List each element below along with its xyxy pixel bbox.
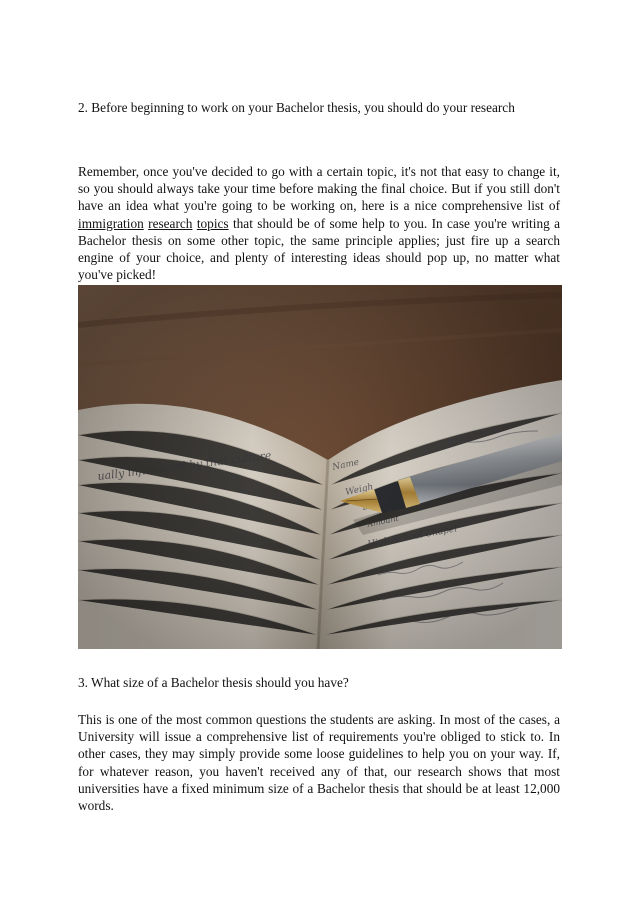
section-2-body (78, 163, 560, 283)
section-2-heading: 2. Before beginning to work on your Bachelor thesis, you should do your research (78, 100, 515, 115)
section-3-heading: 3. What size of a Bachelor thesis should you have? (78, 675, 349, 690)
topics-link[interactable]: topics (196, 215, 229, 231)
notebook-pen-photo (78, 285, 562, 649)
section-2-body-text: Remember, once you've decided to go with a certain topic, it's not that easy to change it, so you should always take your time before making the final choice. But if you still don't have an idea what you're going to be working on, here is a nice comprehensive list of (78, 164, 560, 214)
immigration-link[interactable]: immigration (78, 215, 144, 231)
section-3-body: This is one of the most common questions the students are asking. In most of the cases, a University will issue a comprehensive list of requirements you're obliged to stick to. In other cases, they may simply provide some loose guidelines to help you on your way. If, for whatever reason, you haven't received any of that, our research shows that most universities have a fixed minimum size of a Bachelor thesis that should be at least 12,000 words. (78, 712, 560, 814)
section-2-body-text-cont: that should be of some help to you. In case you're writing a Bachelor thesis on some other topic, the same principle applies; just fire up a search engine of your choice, and plenty of interesting ideas should pop up, no matter what you've picked! (78, 215, 561, 283)
research-link[interactable]: research (148, 215, 193, 231)
